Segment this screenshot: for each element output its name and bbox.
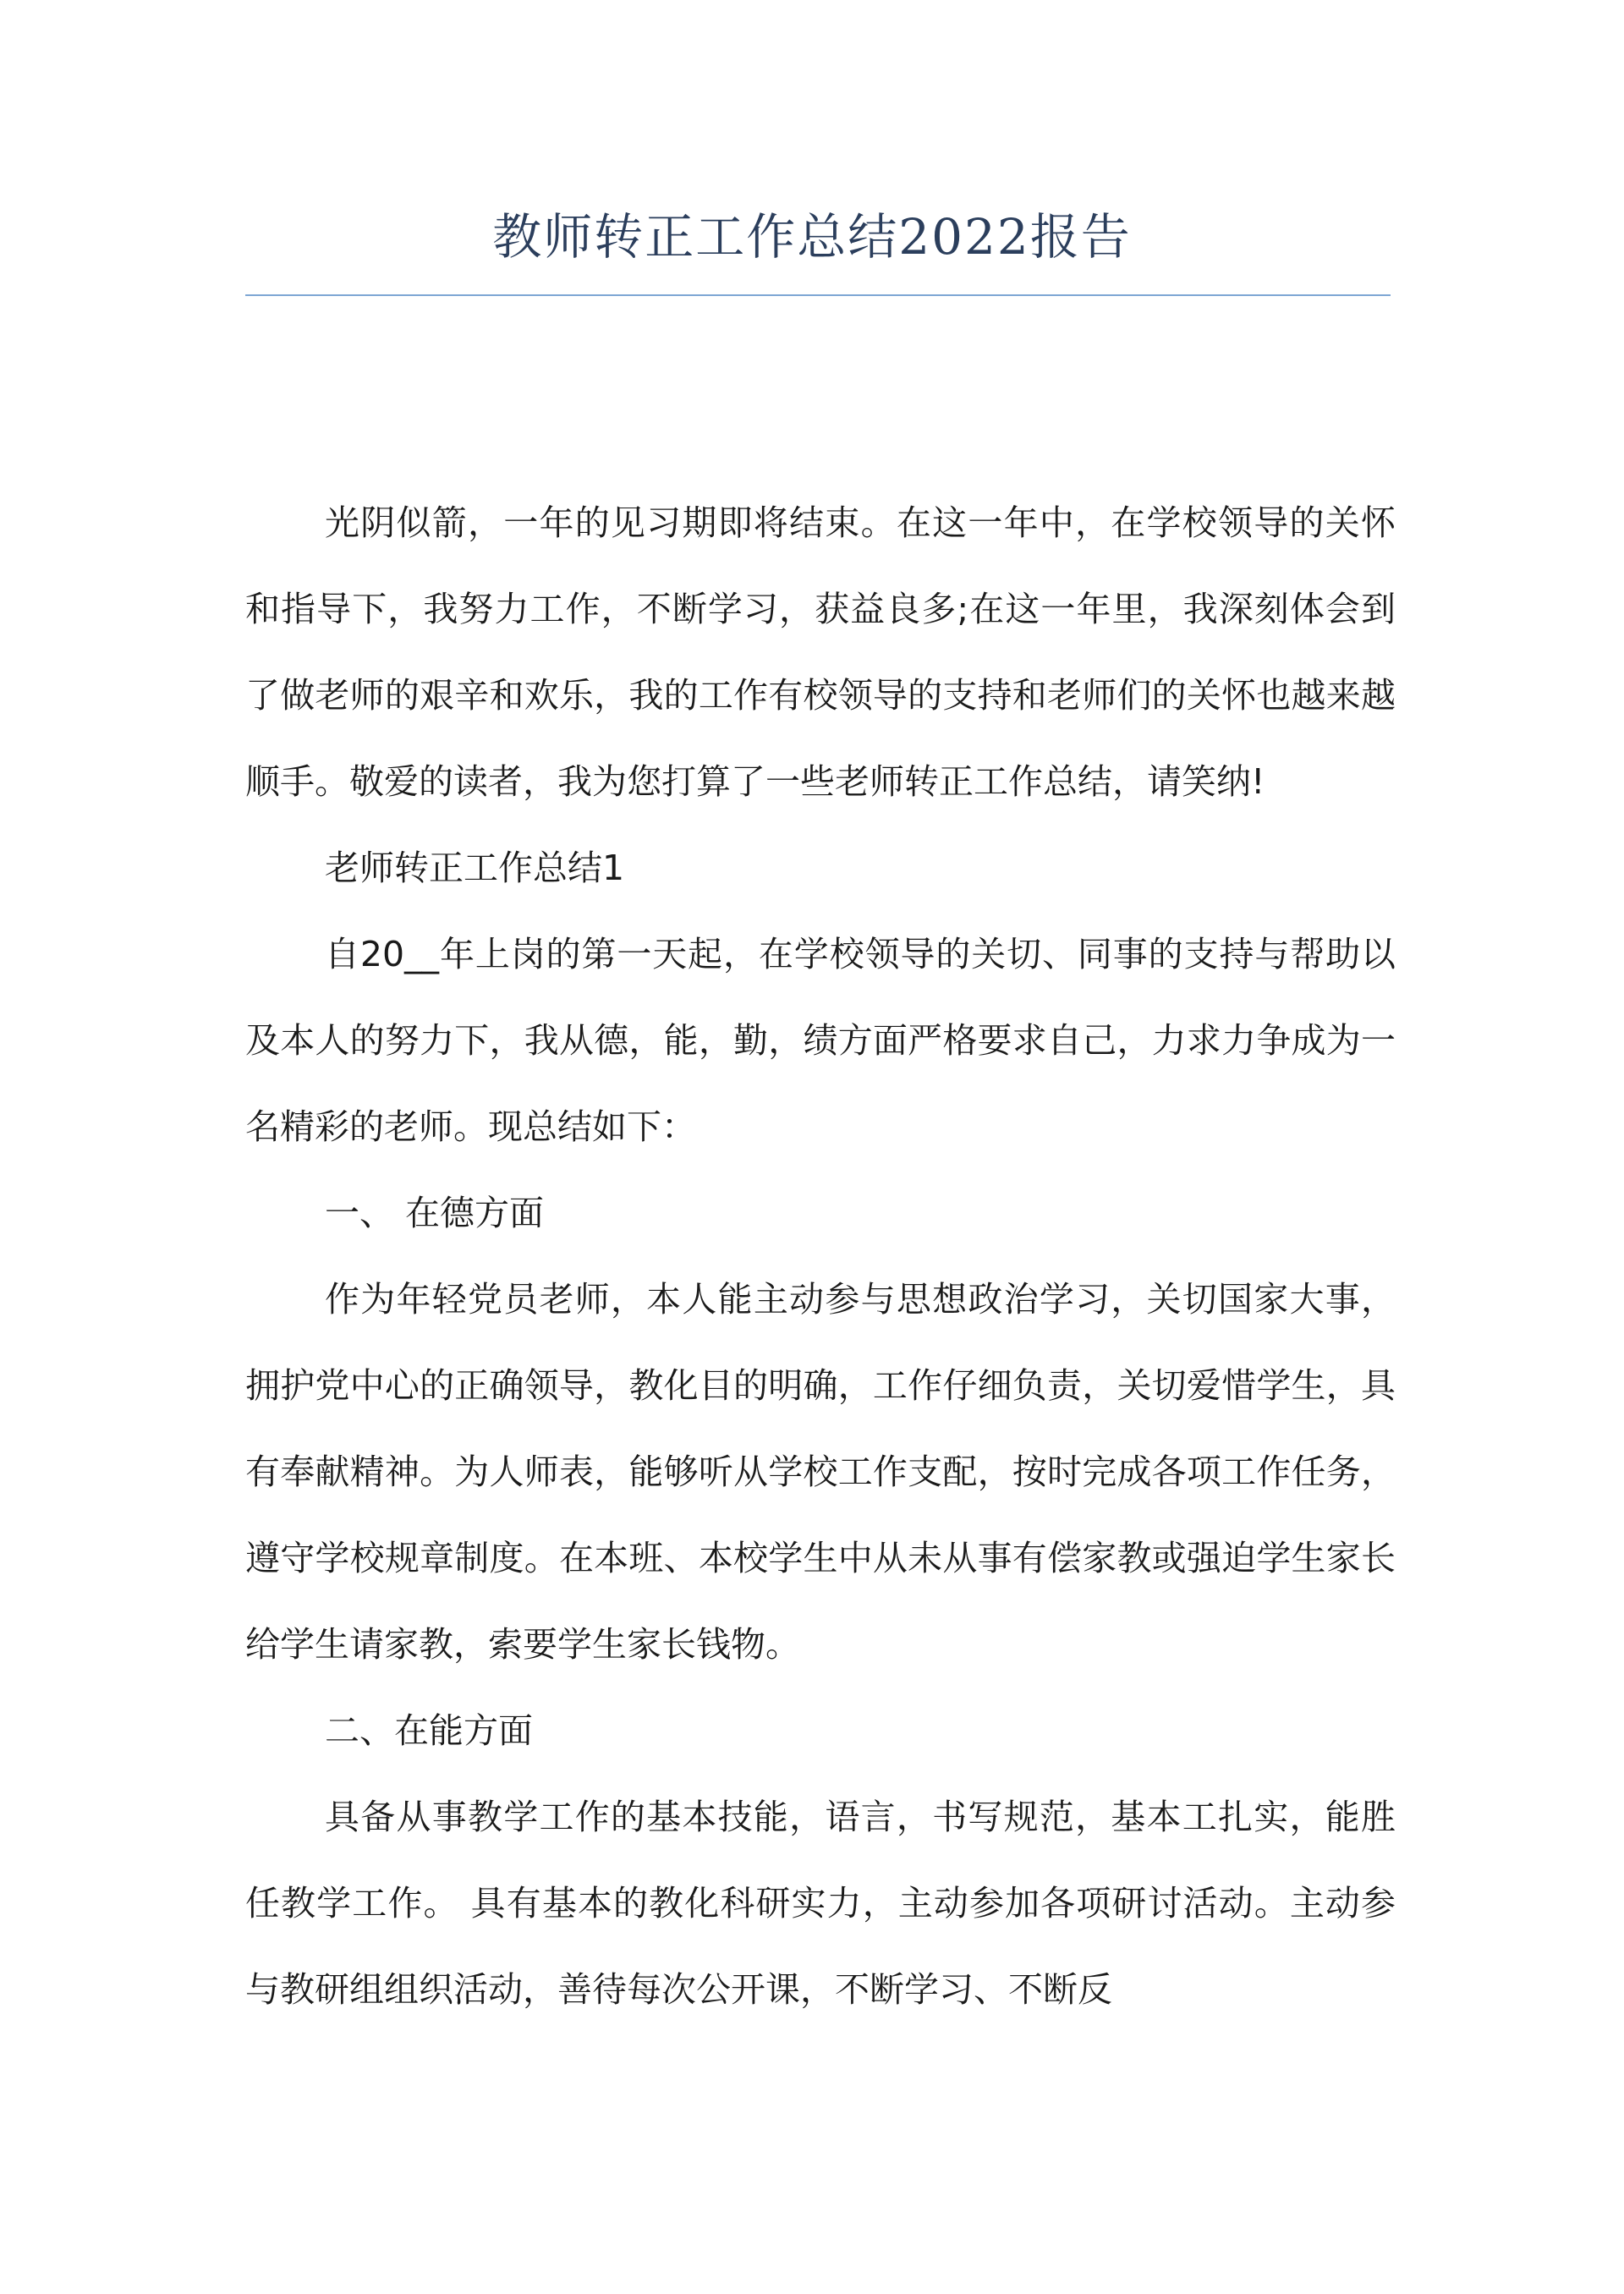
document-title: 教师转正工作总结2022报告 xyxy=(492,208,1132,266)
title-divider xyxy=(245,294,1391,296)
body-paragraph: 作为年轻党员老师，本人能主动参与思想政治学习，关切国家大事，拥护党中心的正确领导，教化目的明确，工作仔细负责，关切爱惜学生，具有奉献精神。为人师表，能够听从学校工作支配，按时完成各项工作任务，遵守学校规章制度。在本班、本校学生中从未从事有偿家教或强迫学生家长给学生请家教，索要学生家长钱物。 xyxy=(245,1279,1396,1665)
subsection-heading: 二、在能方面 xyxy=(325,1710,533,1751)
body-paragraph: 具备从事教学工作的基本技能，语言，书写规范，基本工扎实，能胜任教学工作。 具有基本的教化科研实力，主动参加各项研讨活动。主动参与教研组组织活动，善待每次公开课，不断学习、不断反 xyxy=(245,1797,1396,2010)
section-heading: 老师转正工作总结1 xyxy=(325,848,625,888)
intro-paragraph: 光阴似箭，一年的见习期即将结束。在这一年中，在学校领导的关怀和指导下，我努力工作，不断学习，获益良多;在这一年里，我深刻体会到了做老师的艰辛和欢乐，我的工作有校领导的支持和老师们的关怀也越来越顺手。敬爱的读者，我为您打算了一些老师转正工作总结，请笑纳! xyxy=(245,502,1396,802)
body-paragraph: 自20__年上岗的第一天起，在学校领导的关切、同事的支持与帮助以及本人的努力下，我从德，能，勤，绩方面严格要求自己，力求力争成为一名精彩的老师。现总结如下： xyxy=(245,934,1396,1147)
document-body xyxy=(245,480,1396,2033)
subsection-heading: 一、 在德方面 xyxy=(325,1193,545,1233)
